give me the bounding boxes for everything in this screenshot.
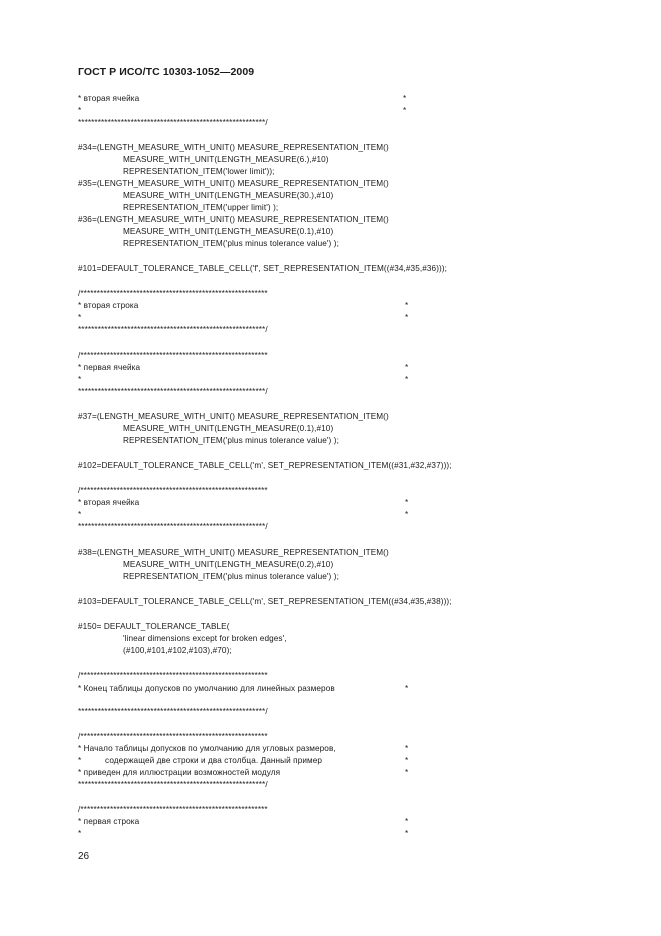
code-line: #37=(LENGTH_MEASURE_WITH_UNIT() MEASURE_REPRESENTATION_ITEM() bbox=[78, 412, 389, 421]
code-line: MEASURE_WITH_UNIT(LENGTH_MEASURE(30.),#10) bbox=[123, 191, 334, 200]
comment-line: * вторая ячейка bbox=[78, 498, 140, 507]
comment-star: * bbox=[405, 363, 409, 372]
comment-star: * bbox=[405, 829, 409, 838]
page-number: 26 bbox=[78, 851, 90, 862]
code-line: REPRESENTATION_ITEM('upper limit') ); bbox=[123, 203, 279, 212]
comment-star: * bbox=[403, 106, 407, 115]
comment-star: * bbox=[405, 510, 409, 519]
code-line: MEASURE_WITH_UNIT(LENGTH_MEASURE(0.1),#10) bbox=[123, 424, 334, 433]
code-line: REPRESENTATION_ITEM('lower limit')); bbox=[123, 167, 275, 176]
code-line: #35=(LENGTH_MEASURE_WITH_UNIT() MEASURE_REPRESENTATION_ITEM() bbox=[78, 179, 389, 188]
comment-star: * bbox=[403, 94, 407, 103]
code-line: #103=DEFAULT_TOLERANCE_TABLE_CELL('m', SET_REPRESENTATION_ITEM((#34,#35,#38))); bbox=[78, 597, 452, 606]
code-line: (#100,#101,#102,#103),#70); bbox=[123, 646, 232, 655]
comment-line: * bbox=[78, 313, 82, 322]
comment-line: * приведен для иллюстрации возможностей модуля bbox=[78, 768, 281, 777]
comment-border: *********************************************************/ bbox=[78, 387, 268, 396]
comment-border: /********************************************************* bbox=[78, 351, 268, 360]
comment-border: /********************************************************* bbox=[78, 805, 268, 814]
comment-border: *********************************************************/ bbox=[78, 118, 268, 127]
code-line: MEASURE_WITH_UNIT(LENGTH_MEASURE(0.2),#10) bbox=[123, 560, 334, 569]
comment-border: *********************************************************/ bbox=[78, 325, 268, 334]
comment-line: * bbox=[78, 510, 82, 519]
comment-border: /********************************************************* bbox=[78, 289, 268, 298]
comment-border: /********************************************************* bbox=[78, 486, 268, 495]
comment-star: * bbox=[405, 684, 409, 693]
code-line: #102=DEFAULT_TOLERANCE_TABLE_CELL('m', SET_REPRESENTATION_ITEM((#31,#32,#37))); bbox=[78, 461, 452, 470]
comment-border: /********************************************************* bbox=[78, 732, 268, 741]
code-line: REPRESENTATION_ITEM('plus minus tolerance value') ); bbox=[123, 436, 339, 445]
comment-border: *********************************************************/ bbox=[78, 707, 268, 716]
comment-line: * вторая строка bbox=[78, 301, 139, 310]
comment-star: * bbox=[405, 756, 409, 765]
code-line: REPRESENTATION_ITEM('plus minus tolerance value') ); bbox=[123, 572, 339, 581]
code-line: #34=(LENGTH_MEASURE_WITH_UNIT() MEASURE_REPRESENTATION_ITEM() bbox=[78, 143, 389, 152]
code-line: REPRESENTATION_ITEM('plus minus tolerance value') ); bbox=[123, 239, 339, 248]
comment-line: * содержащей две строки и два столбца. Данный пример bbox=[78, 756, 323, 765]
code-line: #38=(LENGTH_MEASURE_WITH_UNIT() MEASURE_REPRESENTATION_ITEM() bbox=[78, 548, 389, 557]
comment-border: *********************************************************/ bbox=[78, 780, 268, 789]
code-line: 'linear dimensions except for broken edges', bbox=[123, 634, 287, 643]
code-line: #150= DEFAULT_TOLERANCE_TABLE( bbox=[78, 622, 230, 631]
comment-border: *********************************************************/ bbox=[78, 522, 268, 531]
comment-line: * bbox=[78, 106, 82, 115]
comment-line: * bbox=[78, 375, 82, 384]
code-line: #36=(LENGTH_MEASURE_WITH_UNIT() MEASURE_REPRESENTATION_ITEM() bbox=[78, 215, 389, 224]
comment-border: /********************************************************* bbox=[78, 671, 268, 680]
comment-star: * bbox=[405, 313, 409, 322]
comment-star: * bbox=[405, 301, 409, 310]
code-line: #101=DEFAULT_TOLERANCE_TABLE_CELL('f', SET_REPRESENTATION_ITEM((#34,#35,#36))); bbox=[78, 264, 448, 273]
comment-star: * bbox=[405, 817, 409, 826]
comment-star: * bbox=[405, 498, 409, 507]
comment-line: * первая ячейка bbox=[78, 363, 141, 372]
comment-star: * bbox=[405, 375, 409, 384]
comment-line: * вторая ячейка bbox=[78, 94, 140, 103]
comment-line: * Конец таблицы допусков по умолчанию для линейных размеров bbox=[78, 684, 335, 693]
page-header-title: ГОСТ Р ИСО/ТС 10303-1052—2009 bbox=[78, 66, 255, 78]
comment-line: * Начало таблицы допусков по умолчанию для угловых размеров, bbox=[78, 744, 336, 753]
code-line: MEASURE_WITH_UNIT(LENGTH_MEASURE(0.1),#10) bbox=[123, 227, 334, 236]
comment-star: * bbox=[405, 744, 409, 753]
code-line: MEASURE_WITH_UNIT(LENGTH_MEASURE(6.),#10) bbox=[123, 155, 329, 164]
comment-line: * первая строка bbox=[78, 817, 140, 826]
comment-star: * bbox=[405, 768, 409, 777]
comment-line: * bbox=[78, 829, 82, 838]
